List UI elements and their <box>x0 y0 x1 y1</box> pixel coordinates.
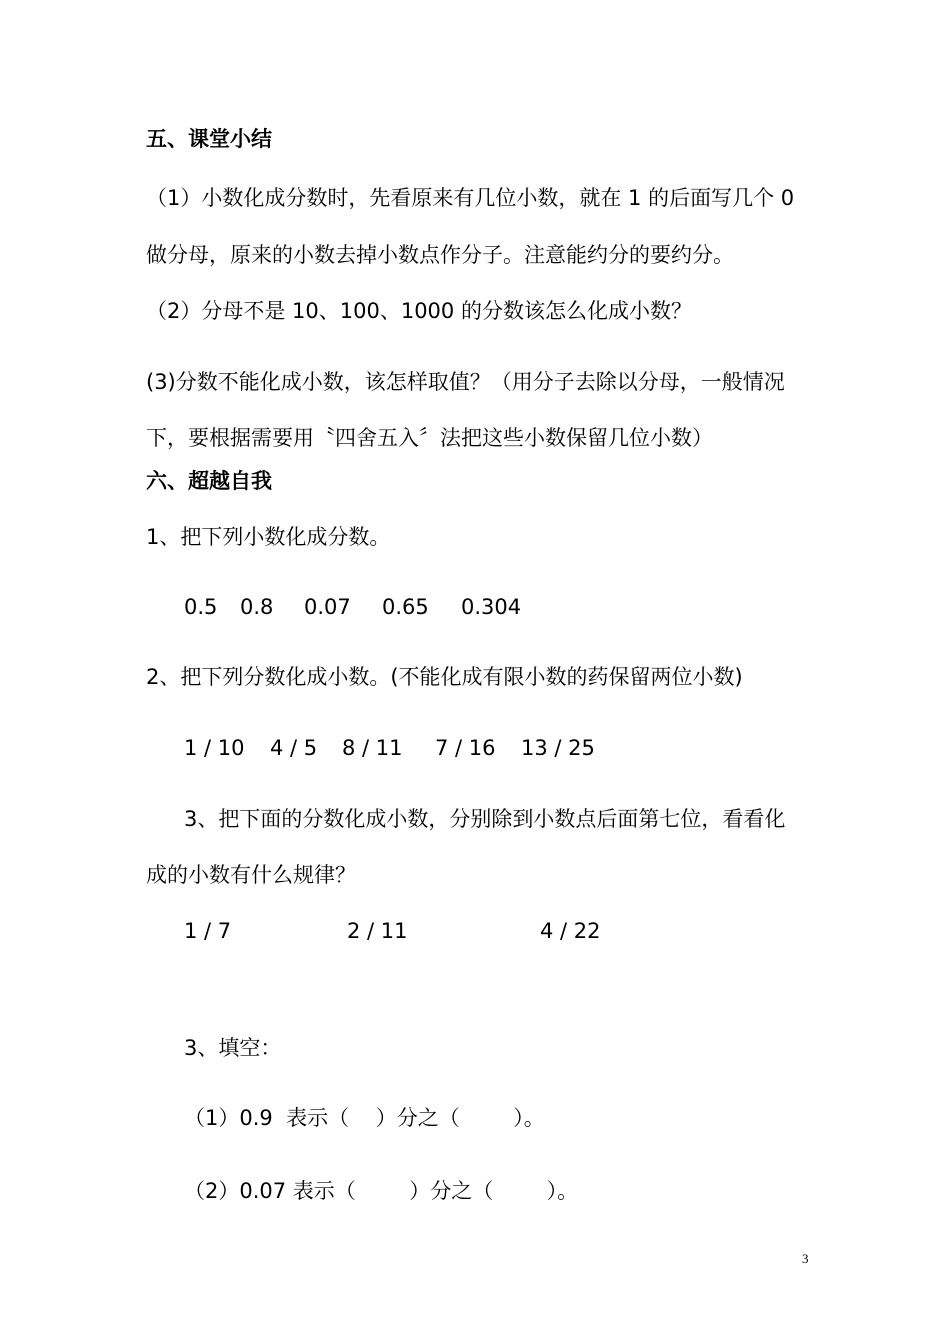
exercise1-value: 0.8 <box>240 595 274 619</box>
exercise4-question1: （1）0.9 表示（ ）分之（ ）。 <box>184 1106 545 1130</box>
exercise3-prompt-line2: 成的小数有什么规律？ <box>146 863 356 887</box>
exercise3-prompt-line1: 3、把下面的分数化成小数，分别除到小数点后面第七位，看看化 <box>184 807 786 831</box>
exercise4-question2: （2）0.07 表示（ ）分之（ ）。 <box>184 1179 579 1203</box>
exercise1-value: 0.304 <box>461 595 522 619</box>
exercise2-value: 13 / 25 <box>521 736 595 760</box>
exercise2-value: 4 / 5 <box>270 736 318 760</box>
exercise3-value: 2 / 11 <box>347 919 408 943</box>
exercise1-value: 0.65 <box>382 595 429 619</box>
section5-heading: 五、课堂小结 <box>146 127 272 151</box>
summary-item3-line1: (3)分数不能化成小数，该怎样取值？（用分子去除以分母，一般情况 <box>146 370 785 394</box>
exercise4-prompt: 3、填空： <box>184 1036 282 1060</box>
exercise2-value: 1 / 10 <box>184 736 245 760</box>
exercise2-value: 7 / 16 <box>435 736 496 760</box>
exercise1-value: 0.07 <box>304 595 351 619</box>
exercise2-value: 8 / 11 <box>342 736 403 760</box>
summary-item1-line2: 做分母，原来的小数去掉小数点作分子。注意能约分的要约分。 <box>146 243 734 267</box>
exercise2-prompt: 2、把下列分数化成小数。(不能化成有限小数的药保留两位小数) <box>146 665 743 689</box>
summary-item1-line1: （1）小数化成分数时，先看原来有几位小数，就在 1 的后面写几个 0 <box>146 186 795 210</box>
exercise3-value: 1 / 7 <box>184 919 232 943</box>
summary-item3-line2: 下，要根据需要用〝四舍五入〞法把这些小数保留几位小数） <box>146 426 713 450</box>
section6-heading: 六、超越自我 <box>146 469 272 493</box>
page-number: 3 <box>802 1251 809 1266</box>
exercise1-value: 0.5 <box>184 595 218 619</box>
exercise3-value: 4 / 22 <box>540 919 601 943</box>
summary-item2: （2）分母不是 10、100、1000 的分数该怎么化成小数？ <box>146 299 692 323</box>
exercise1-prompt: 1、把下列小数化成分数。 <box>146 525 391 549</box>
